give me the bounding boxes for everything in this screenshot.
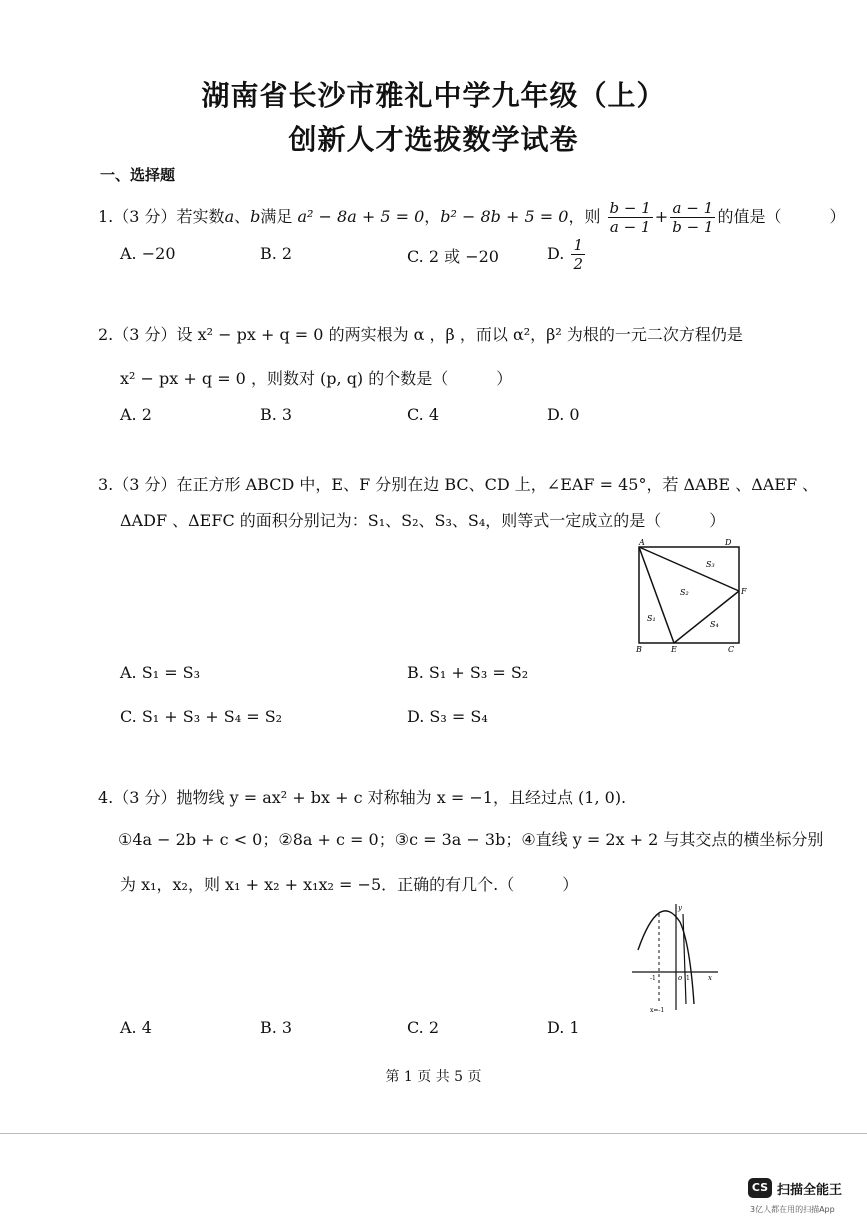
q1-comma: ， [424, 207, 441, 226]
q1-option-b: B. 2 [260, 244, 293, 263]
label-y: y [678, 904, 682, 912]
question-2-line2: x² − px + q = 0 ，则数对 (p, q) 的个数是（ ） [120, 369, 513, 388]
label-c: C [728, 645, 735, 654]
line-y-2x-2 [683, 914, 686, 1004]
exam-title-line2: 创新人才选拔数学试卷 [288, 123, 579, 156]
segment-af [639, 547, 739, 591]
parabola-figure [628, 900, 724, 1015]
q1-option-d [547, 236, 587, 273]
q1-frac1-den: a − 1 [609, 218, 651, 236]
label-s4: S₄ [710, 620, 719, 629]
square-abcd [639, 547, 739, 643]
label-s1: S₁ [647, 614, 656, 623]
q1-option-d-num: 1 [573, 236, 583, 254]
q1-text-b: 满足 [260, 207, 293, 226]
page-divider [0, 1133, 867, 1134]
q1-var-b: b [250, 207, 261, 226]
q1-sep: 、 [234, 207, 251, 226]
q1-frac2-num: a − 1 [670, 199, 715, 218]
camscanner-logo-icon: CS [748, 1178, 772, 1198]
segment-ae [639, 547, 674, 643]
q1-frac2-den: b − 1 [672, 218, 714, 236]
q1-fraction-1 [608, 199, 653, 236]
q1-score: （3 分） [113, 207, 177, 226]
q1-option-d-den: 2 [573, 255, 583, 273]
q1-equation-2: b² − 8b + 5 = 0 [440, 207, 569, 226]
question-4-line1: 4.（3 分）抛物线 y = ax² + bx + c 对称轴为 x = −1，且经过点 (1, 0). [98, 788, 627, 807]
label-x-eq-neg1: x=-1 [650, 1007, 665, 1014]
camscanner-tagline: 3亿人都在用的扫描App [750, 1205, 835, 1214]
label-s2: S₂ [680, 588, 689, 597]
label-s3: S₃ [706, 560, 715, 569]
label-x: x [708, 974, 712, 982]
square-figure [630, 535, 750, 655]
q2-option-d: D. 0 [547, 405, 580, 424]
q1-option-d-label: D. [547, 244, 565, 263]
q3-option-a: A. S₁ = S₃ [120, 663, 201, 682]
q3-option-d: D. S₃ = S₄ [407, 707, 488, 726]
q1-option-a: A. −20 [120, 244, 176, 263]
label-b: B [636, 645, 642, 654]
q1-fraction-2 [670, 199, 715, 236]
q1-text-c: ，则 [568, 207, 601, 226]
exam-title-line1: 湖南省长沙市雅礼中学九年级（上） [201, 79, 666, 112]
q1-number: 1. [98, 207, 114, 226]
question-3-line2: ΔADF 、ΔEFC 的面积分别记为：S₁、S₂、S₃、S₄，则等式一定成立的是（ ） [120, 511, 726, 530]
q1-var-a: a [224, 207, 235, 226]
label-o: o [678, 974, 683, 982]
q4-option-b: B. 3 [260, 1018, 293, 1037]
q3-option-b: B. S₁ + S₃ = S₂ [407, 663, 529, 682]
question-2-line1: 2.（3 分）设 x² − px + q = 0 的两实根为 α ，β ，而以 α²，β² 为根的一元二次方程仍是 [98, 325, 743, 344]
label-one: 1 [686, 975, 690, 982]
q3-option-c: C. S₁ + S₃ + S₄ = S₂ [120, 707, 283, 726]
q2-option-b: B. 3 [260, 405, 293, 424]
q4-option-d: D. 1 [547, 1018, 580, 1037]
q1-frac1-num: b − 1 [609, 199, 651, 217]
label-neg1: -1 [650, 975, 656, 982]
question-3-line1: 3.（3 分）在正方形 ABCD 中，E、F 分别在边 BC、CD 上，∠EAF = 45°，若 ΔABE 、ΔAEF 、 [98, 475, 819, 494]
segment-ef [674, 591, 739, 643]
q2-option-a: A. 2 [120, 405, 152, 424]
q4-option-c: C. 2 [407, 1018, 440, 1037]
page-number: 第 1 页 共 5 页 [385, 1069, 482, 1085]
label-f: F [741, 587, 747, 596]
section-heading: 一、选择题 [100, 166, 176, 184]
q1-option-d-fraction [571, 236, 585, 273]
q1-text: 若实数 [176, 207, 225, 226]
q1-option-c: C. 2 或 −20 [407, 247, 499, 266]
q1-text-d: 的值是（ ） [717, 207, 846, 226]
camscanner-brand: 扫描全能王 [777, 1183, 843, 1198]
q2-option-c: C. 4 [407, 405, 440, 424]
q1-equation-1: a² − 8a + 5 = 0 [297, 207, 425, 226]
q4-option-a: A. 4 [120, 1018, 152, 1037]
question-4-line3: 为 x₁，x₂，则 x₁ + x₂ + x₁x₂ = −5．正确的有几个.（ ） [120, 875, 579, 894]
label-d: D [725, 538, 732, 547]
question-1-stem [98, 199, 845, 236]
label-a: A [639, 538, 645, 547]
q1-plus: + [654, 207, 669, 226]
label-e: E [671, 645, 677, 654]
question-4-line2: ①4a − 2b + c < 0；②8a + c = 0；③c = 3a − 3b；④直线 y = 2x + 2 与其交点的横坐标分别 [118, 830, 824, 849]
